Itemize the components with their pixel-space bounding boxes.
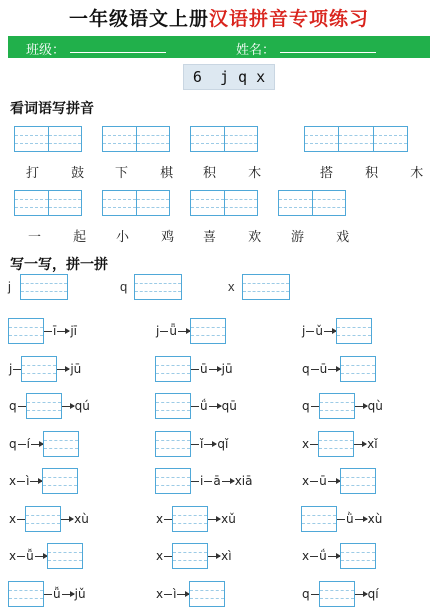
pinyin-text: ì — [26, 474, 30, 488]
pinyin-grid[interactable] — [190, 126, 258, 152]
pinyin-text: jī — [70, 324, 78, 338]
dash-connector — [337, 519, 345, 520]
spelling-item — [301, 431, 379, 457]
spelling-item — [301, 581, 380, 607]
pinyin-text: i — [200, 474, 204, 488]
arrow-connector — [57, 369, 69, 370]
dash-connector — [164, 594, 172, 595]
dash-connector — [311, 406, 319, 407]
word-label: 一 起 — [28, 230, 101, 245]
spelling-item — [155, 393, 238, 419]
spelling-item — [301, 543, 376, 569]
pinyin-text: xiā — [234, 474, 253, 488]
answer-box[interactable] — [155, 356, 191, 382]
spelling-item — [301, 506, 383, 532]
arrow-connector — [57, 331, 69, 332]
dash-connector — [191, 406, 199, 407]
answer-box[interactable] — [47, 543, 83, 569]
spelling-item — [8, 431, 79, 457]
pinyin-grid[interactable] — [278, 190, 346, 216]
pinyin-text: ǔ — [315, 324, 323, 338]
arrow-connector — [355, 594, 367, 595]
answer-box[interactable] — [319, 393, 355, 419]
pinyin-text: x — [302, 437, 310, 451]
pinyin-grid[interactable] — [14, 126, 82, 152]
pinyin-text: xù — [74, 512, 89, 526]
arrow-connector — [324, 331, 336, 332]
pinyin-text: x — [9, 474, 17, 488]
pinyin-text: x — [9, 549, 17, 563]
spelling-item — [301, 468, 376, 494]
answer-box[interactable] — [340, 356, 376, 382]
arrow-connector — [177, 594, 189, 595]
answer-box[interactable] — [25, 506, 61, 532]
arrow-connector — [209, 369, 221, 370]
spelling-item — [155, 431, 229, 457]
initial-letter: q — [120, 279, 128, 294]
pinyin-text: qǐ — [217, 437, 229, 451]
pinyin-text: qù — [367, 399, 383, 413]
answer-box[interactable] — [318, 431, 354, 457]
pinyin-text: xì — [221, 549, 232, 563]
dash-connector — [44, 331, 52, 332]
answer-box[interactable] — [172, 506, 208, 532]
spelling-item — [8, 581, 87, 607]
pinyin-text: q — [302, 362, 310, 376]
pinyin-text: x — [156, 587, 164, 601]
pinyin-text: x — [302, 474, 310, 488]
answer-box[interactable] — [340, 468, 376, 494]
pinyin-text: x — [302, 549, 310, 563]
dash-connector — [311, 594, 319, 595]
pinyin-text: j — [302, 324, 306, 338]
answer-box[interactable] — [8, 581, 44, 607]
spelling-item — [8, 506, 90, 532]
answer-box[interactable] — [155, 431, 191, 457]
section-heading-words: 看词语写拼音 — [10, 101, 94, 117]
dash-connector — [306, 331, 314, 332]
pinyin-text: jǔ — [74, 587, 86, 601]
dash-connector — [160, 331, 168, 332]
spelling-item — [8, 393, 91, 419]
dash-connector — [17, 519, 25, 520]
pinyin-text: ū — [319, 474, 327, 488]
pinyin-text: qú — [74, 399, 90, 413]
pinyin-text: í — [26, 437, 30, 451]
name-label: 姓名： — [236, 43, 276, 58]
spelling-item — [155, 468, 254, 494]
title-subject: 汉语拼音专项练习 — [209, 8, 370, 30]
spelling-item — [155, 356, 234, 382]
arrow-connector — [62, 406, 74, 407]
arrow-connector — [222, 481, 234, 482]
arrow-connector — [35, 556, 47, 557]
dash-connector — [44, 594, 52, 595]
pinyin-text: ì — [173, 587, 177, 601]
answer-box[interactable] — [189, 581, 225, 607]
initial-letter: j — [8, 279, 11, 294]
dash-connector — [191, 369, 199, 370]
spelling-item — [8, 543, 83, 569]
dash-connector — [164, 556, 172, 557]
pinyin-text: q — [302, 399, 310, 413]
answer-box[interactable] — [8, 318, 44, 344]
word-label: 下 棋 — [115, 166, 188, 181]
pinyin-text: ā — [213, 474, 221, 488]
arrow-connector — [209, 406, 221, 407]
initial-letter: x — [228, 279, 235, 294]
spelling-item — [301, 393, 384, 419]
pinyin-grid[interactable] — [190, 190, 258, 216]
pinyin-text: j — [9, 362, 13, 376]
answer-box[interactable] — [155, 468, 191, 494]
answer-box[interactable] — [155, 393, 191, 419]
word-label: 打 鼓 — [26, 166, 99, 181]
answer-box[interactable] — [21, 356, 57, 382]
pinyin-text: ǘ — [200, 399, 208, 413]
dash-connector — [13, 369, 21, 370]
spelling-item — [301, 318, 372, 344]
arrow-connector — [328, 556, 340, 557]
pinyin-text: ǜ — [346, 512, 354, 526]
arrow-connector — [355, 406, 367, 407]
answer-box[interactable] — [301, 506, 337, 532]
dash-connector — [17, 481, 25, 482]
dash-connector — [310, 481, 318, 482]
answer-box[interactable] — [26, 393, 62, 419]
arrow-connector — [62, 594, 74, 595]
letter-write-box[interactable] — [134, 274, 182, 300]
pinyin-text: jū — [221, 362, 233, 376]
pinyin-text: xǔ — [221, 512, 236, 526]
name-blank[interactable] — [280, 52, 376, 53]
dash-connector — [191, 481, 199, 482]
answer-box[interactable] — [319, 581, 355, 607]
spelling-item — [155, 581, 225, 607]
student-info-bar — [8, 36, 430, 58]
pinyin-grid[interactable] — [304, 126, 408, 152]
word-label: 搭 积 木 — [320, 166, 438, 181]
lesson-indicator: 6 j q x — [183, 64, 275, 90]
word-label: 喜 欢 — [203, 230, 276, 245]
pinyin-grid[interactable] — [14, 190, 82, 216]
spelling-item — [155, 543, 233, 569]
arrow-connector — [61, 519, 73, 520]
spelling-item — [8, 318, 78, 344]
pinyin-grid[interactable] — [102, 126, 170, 152]
arrow-connector — [178, 331, 190, 332]
pinyin-text: x — [156, 549, 164, 563]
dash-connector — [204, 481, 212, 482]
answer-box[interactable] — [336, 318, 372, 344]
dash-connector — [310, 444, 318, 445]
class-label: 班级： — [26, 43, 66, 58]
answer-box[interactable] — [340, 543, 376, 569]
spelling-item — [155, 506, 237, 532]
class-blank[interactable] — [70, 52, 166, 53]
pinyin-text: ǚ — [26, 549, 34, 563]
dash-connector — [310, 556, 318, 557]
arrow-connector — [208, 556, 220, 557]
spelling-item — [8, 356, 82, 382]
arrow-connector — [328, 369, 340, 370]
answer-box[interactable] — [172, 543, 208, 569]
answer-box[interactable] — [190, 318, 226, 344]
arrow-connector — [355, 519, 367, 520]
dash-connector — [18, 444, 26, 445]
pinyin-text: ū — [319, 362, 328, 376]
pinyin-text: jū — [70, 362, 82, 376]
word-label: 积 木 — [203, 166, 276, 181]
arrow-connector — [31, 444, 43, 445]
pinyin-text: ǐ — [200, 437, 204, 451]
arrow-connector — [208, 519, 220, 520]
arrow-connector — [328, 481, 340, 482]
pinyin-text: x — [9, 512, 17, 526]
dash-connector — [191, 444, 199, 445]
arrow-connector — [354, 444, 366, 445]
answer-box[interactable] — [43, 431, 79, 457]
pinyin-text: xù — [367, 512, 383, 526]
dash-connector — [311, 369, 319, 370]
spelling-item — [8, 468, 78, 494]
word-label: 小 鸡 — [116, 230, 189, 245]
title-grade: 一年级语文上册 — [68, 8, 209, 30]
section-heading-spell: 写一写，拼一拼 — [10, 257, 108, 273]
answer-box[interactable] — [42, 468, 78, 494]
dash-connector — [164, 519, 172, 520]
pinyin-text: q — [9, 437, 17, 451]
word-label: 游 戏 — [291, 230, 364, 245]
pinyin-text: j — [156, 324, 160, 338]
pinyin-text: ū — [200, 362, 208, 376]
pinyin-text: ǖ — [169, 324, 177, 338]
arrow-connector — [30, 481, 42, 482]
pinyin-grid[interactable] — [102, 190, 170, 216]
dash-connector — [17, 556, 25, 557]
letter-write-box[interactable] — [242, 274, 290, 300]
pinyin-text: q — [9, 399, 17, 413]
pinyin-text: ī — [53, 324, 57, 338]
pinyin-text: ǘ — [319, 549, 327, 563]
pinyin-text: qí — [367, 587, 379, 601]
spelling-item — [155, 318, 226, 344]
letter-write-box[interactable] — [20, 274, 68, 300]
pinyin-text: q — [302, 587, 310, 601]
pinyin-text: qū — [221, 399, 237, 413]
spelling-item — [301, 356, 376, 382]
pinyin-text: ǚ — [53, 587, 61, 601]
pinyin-text: x — [156, 512, 164, 526]
dash-connector — [18, 406, 26, 407]
pinyin-text: xǐ — [367, 437, 378, 451]
worksheet-title — [0, 4, 438, 31]
arrow-connector — [204, 444, 216, 445]
